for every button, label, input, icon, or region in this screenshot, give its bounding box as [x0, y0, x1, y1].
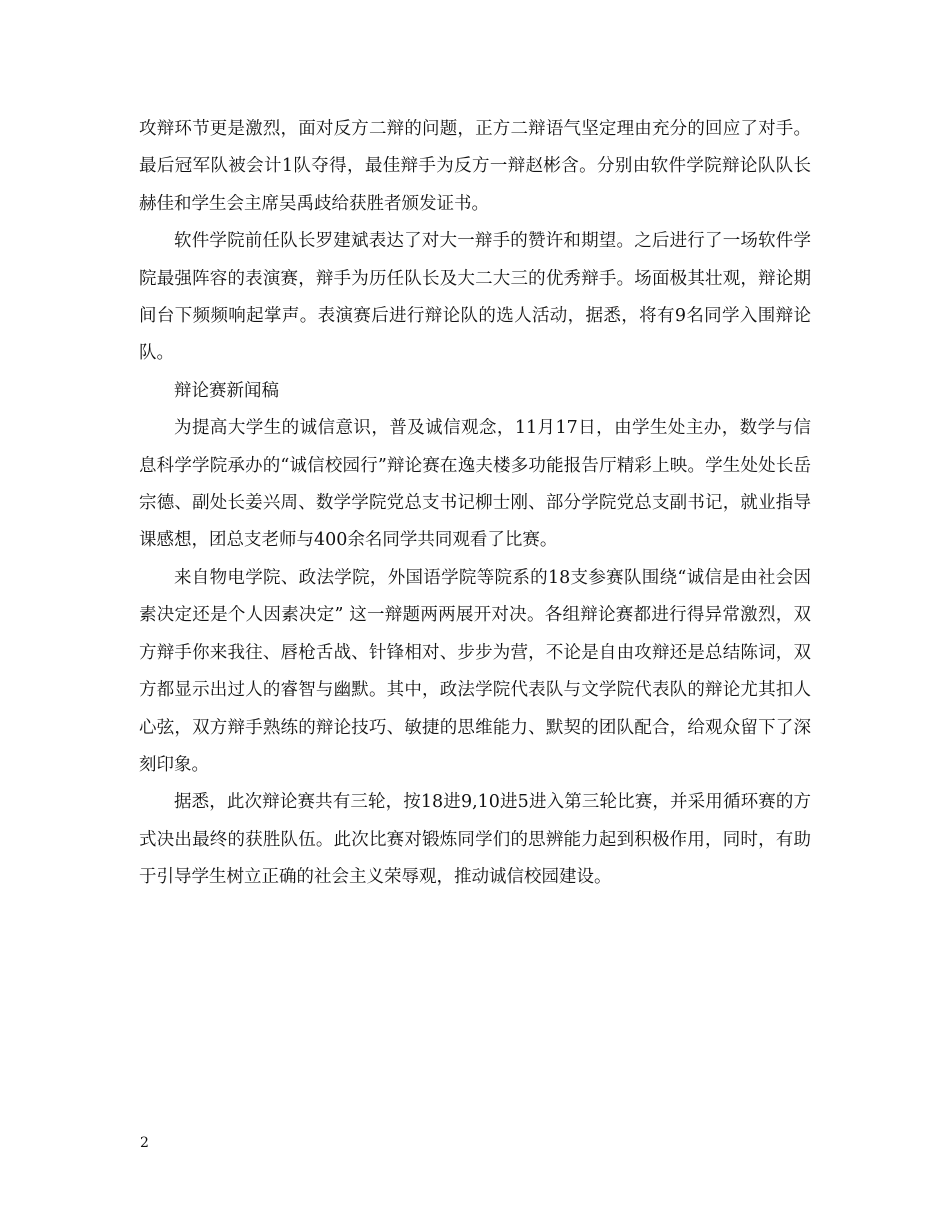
paragraph-event-intro: 为提高大学生的诚信意识，普及诚信观念，11月17日，由学生处主办，数学与信息科学学院承办的“诚信校园行”辩论赛在逸夫楼多功能报告厅精彩上映。学生处处长岳宗德、副处长姜兴周、数学学院党总支书记柳士刚、部分学院党总支副书记，就业指导课感想，团总支老师与400余名同学共同观看了比赛。 — [139, 418, 811, 551]
paragraph-continuation: 攻辩环节更是激烈，面对反方二辩的问题，正方二辩语气坚定理由充分的回应了对手。最后冠军队被会计1队夺得，最佳辩手为反方一辩赵彬含。分别由软件学院辩论队队长赫佳和学生会主席吴禹歧给获胜者颁发证书。 — [139, 119, 811, 214]
paragraph-exhibition-match: 软件学院前任队长罗建斌表达了对大一辩手的赞许和期望。之后进行了一场软件学院最强阵容的表演赛，辩手为历任队长及大二大三的优秀辩手。场面极其壮观，辩论期间台下频频响起掌声。表演赛后进行辩论队的选人活动，据悉，将有9名同学入围辩论队。 — [139, 231, 811, 364]
paragraph-rounds-and-significance: 据悉，此次辩论赛共有三轮，按18进9,10进5进入第三轮比赛，并采用循环赛的方式决出最终的获胜队伍。此次比赛对锻炼同学们的思辨能力起到积极作用，同时，有助于引导学生树立正确的社会主义荣辱观，推动诚信校园建设。 — [139, 792, 811, 888]
paragraph-teams-and-debate: 来自物电学院、政法学院，外国语学院等院系的18支参赛队围绕“诚信是由社会因素决定还是个人因素决定” 这一辩题两两展开对决。各组辩论赛都进行得异常激烈，双方辩手你来我往、唇枪舌战、针锋相对、步步为营，不论是自由攻辩还是总结陈词，双方都显示出过人的睿智与幽默。其中，政法学院代表队与文学院代表队的辩论尤其扣人心弦，双方辩手熟练的辩论技巧、敏捷的思维能力、默契的团队配合，给观众留下了深刻印象。 — [139, 567, 811, 775]
document-body — [139, 111, 811, 897]
page-number: 2 — [140, 1135, 149, 1151]
section-heading: 辩论赛新闻稿 — [174, 380, 279, 401]
